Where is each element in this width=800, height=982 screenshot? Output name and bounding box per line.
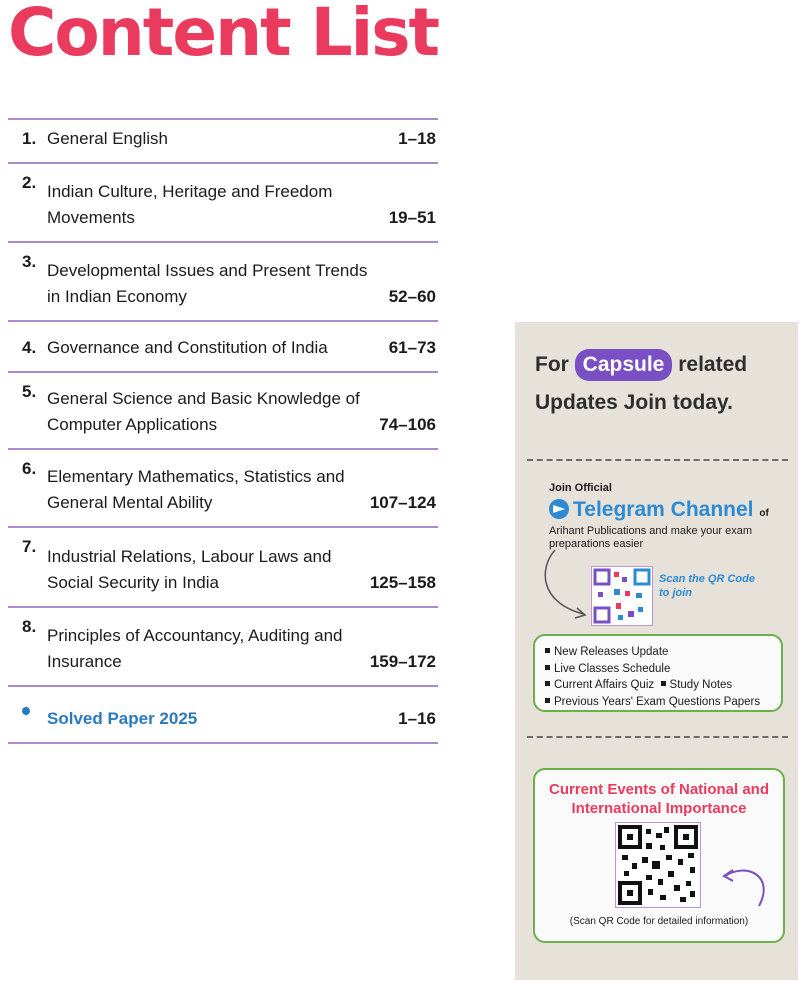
feature-item: New Releases Update xyxy=(545,644,771,661)
scan-qr-caption: Scan the QR Code to join xyxy=(659,573,755,599)
promo-related: related xyxy=(678,353,748,376)
contents-table xyxy=(8,118,438,744)
toc-row[interactable] xyxy=(8,606,438,685)
toc-title: General Science and Basic Knowledge of Computer Applications xyxy=(47,389,360,434)
feature-item: Current Affairs Quiz Study Notes xyxy=(545,677,771,694)
toc-row-solved-paper[interactable] xyxy=(8,685,438,744)
toc-title: Principles of Accountancy, Auditing and Insurance xyxy=(47,626,343,671)
promo-line2: Updates Join today. xyxy=(535,391,733,414)
promo-for: For xyxy=(535,353,569,376)
square-bullet-icon xyxy=(661,681,666,686)
toc-pages: 52–60 xyxy=(388,287,436,306)
toc-title: Indian Culture, Heritage and Freedom Movements xyxy=(47,182,333,227)
toc-number: 3. xyxy=(22,252,37,271)
toc-title: Industrial Relations, Labour Laws and Social Security in India xyxy=(47,547,332,592)
toc-pages: 74–106 xyxy=(379,415,436,434)
capsule-badge: Capsule xyxy=(575,349,673,381)
channel-of: of xyxy=(759,508,769,519)
toc-pages: 1–18 xyxy=(398,129,436,148)
curved-arrow-icon xyxy=(719,860,771,912)
events-title: Current Events of National and International Importance xyxy=(548,781,770,817)
telegram-icon xyxy=(549,499,569,519)
events-qr-code[interactable] xyxy=(615,822,701,908)
telegram-qr-code[interactable] xyxy=(591,566,653,626)
toc-pages: 1–16 xyxy=(398,709,436,728)
dashed-divider xyxy=(527,459,788,461)
feature-item: Live Classes Schedule xyxy=(545,661,771,678)
current-events-box xyxy=(533,768,785,943)
join-label: Join Official xyxy=(549,482,612,494)
toc-title: Elementary Mathematics, Statistics and General Mental Ability xyxy=(47,467,345,512)
square-bullet-icon xyxy=(545,681,550,686)
toc-pages: 159–172 xyxy=(369,652,436,671)
toc-pages: 107–124 xyxy=(369,493,436,512)
toc-number: 6. xyxy=(22,459,37,478)
toc-row[interactable] xyxy=(8,118,438,162)
toc-title: Governance and Constitution of India xyxy=(47,338,328,357)
toc-pages: 61–73 xyxy=(388,338,436,357)
toc-pages: 125–158 xyxy=(369,573,436,592)
curved-arrow-icon xyxy=(533,548,597,624)
toc-row[interactable] xyxy=(8,162,438,241)
dashed-divider xyxy=(527,736,788,738)
toc-number: 2. xyxy=(22,173,37,192)
telegram-channel-link[interactable] xyxy=(549,498,789,522)
toc-number: 5. xyxy=(22,382,37,401)
toc-number: 1. xyxy=(22,129,37,148)
telegram-block xyxy=(549,482,789,551)
features-box xyxy=(533,634,783,712)
events-caption: (Scan QR Code for detailed information) xyxy=(569,916,749,927)
toc-row[interactable] xyxy=(8,448,438,526)
toc-title: Solved Paper 2025 xyxy=(47,709,198,728)
toc-row[interactable] xyxy=(8,320,438,371)
square-bullet-icon xyxy=(545,665,550,670)
toc-number: 7. xyxy=(22,537,37,556)
toc-number: 8. xyxy=(22,617,37,636)
feature-item: Previous Years' Exam Questions Papers xyxy=(545,694,771,711)
page-title: Content List xyxy=(8,0,439,71)
promo-panel xyxy=(515,322,798,980)
channel-name: Telegram Channel xyxy=(573,498,754,521)
promo-heading xyxy=(535,346,747,422)
toc-row[interactable] xyxy=(8,526,438,606)
bullet-icon xyxy=(22,706,47,732)
toc-number: 4. xyxy=(22,338,37,357)
square-bullet-icon xyxy=(545,648,550,653)
square-bullet-icon xyxy=(545,698,550,703)
toc-row[interactable] xyxy=(8,371,438,448)
toc-title: General English xyxy=(47,129,168,148)
channel-description: Arihant Publications and make your exam preparations easier xyxy=(549,525,752,550)
toc-row[interactable] xyxy=(8,241,438,320)
toc-title: Developmental Issues and Present Trends in Indian Economy xyxy=(47,261,368,306)
toc-pages: 19–51 xyxy=(388,208,436,227)
